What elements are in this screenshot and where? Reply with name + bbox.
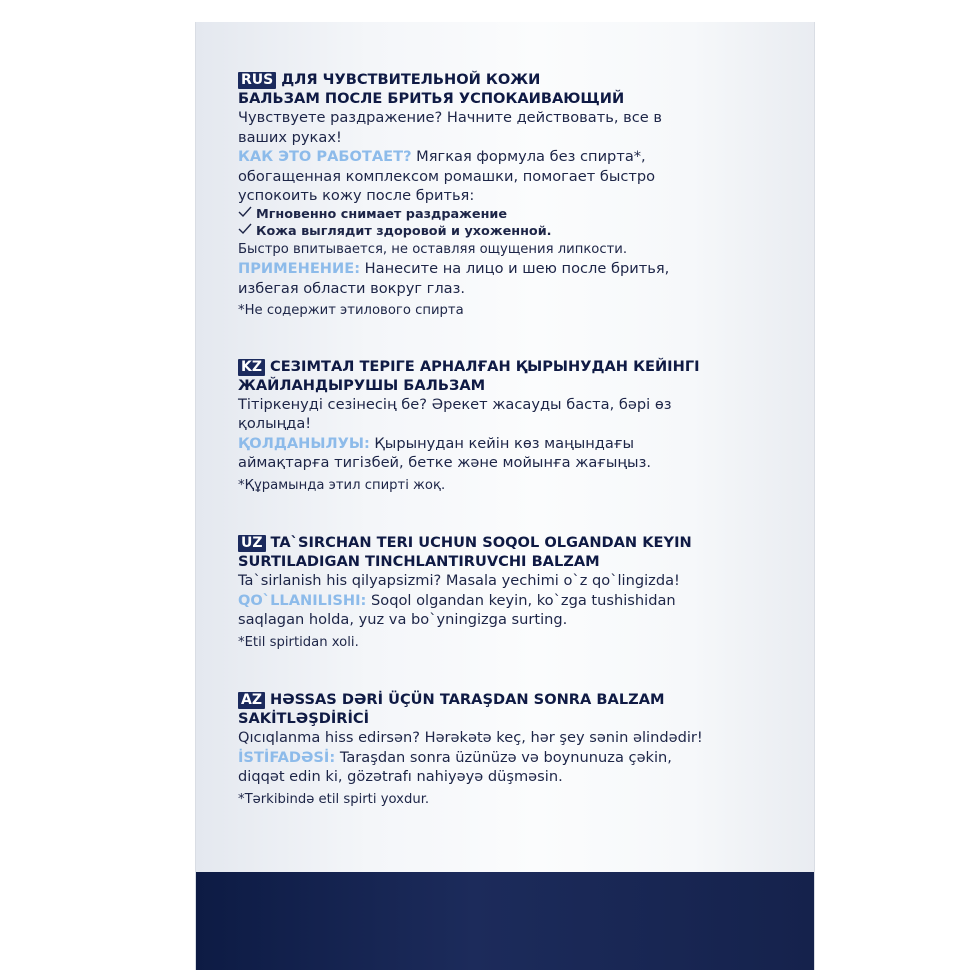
title-line-2: ЖАЙЛАНДЫРУШЫ БАЛЬЗАМ <box>238 376 486 394</box>
title-line-2: SAKİTLƏŞDİRİCİ <box>238 710 370 727</box>
check-text: Кожа выглядит здоровой и ухоженной. <box>256 223 552 239</box>
title-line-2: SURTILADIGAN TINCHLANTIRUVCHI BALZAM <box>238 553 600 570</box>
title-line-2: БАЛЬЗАМ ПОСЛЕ БРИТЬЯ УСПОКАИВАЮЩИЙ <box>238 90 625 107</box>
how-it-works <box>238 147 708 206</box>
intro-text: Ta`sirlanish his qilyapsizmi? Masala yechimi o`z qo`lingizda! <box>238 572 680 589</box>
usage <box>238 591 708 630</box>
absorb-text: Быстро впитывается, не оставляя ощущения липкости. <box>238 241 628 257</box>
language-tag: RUS <box>238 72 276 89</box>
check-item <box>238 223 708 240</box>
title-line-1: HƏSSAS DƏRİ ÜÇÜN TARAŞDAN SONRA BALZAM <box>270 691 665 708</box>
usage-label: ПРИМЕНЕНИЕ: <box>238 260 361 277</box>
title-line-1: ДЛЯ ЧУВСТВИТЕЛЬНОЙ КОЖИ <box>281 71 541 88</box>
usage-text: Soqol olgandan keyin, ko`zga tushishidan saqlagan holda, yuz va bo`yningizga surting. <box>238 591 676 628</box>
usage-label: QO`LLANILISHI: <box>238 591 367 609</box>
section-az <box>238 690 708 809</box>
section-kz <box>238 357 708 496</box>
footnote: *Etil spirtidan xoli. <box>238 634 359 650</box>
usage <box>238 748 708 787</box>
section-header <box>238 70 708 89</box>
section-header <box>238 533 708 552</box>
usage-label: ҚОЛДАНЫЛУЫ: <box>238 434 370 452</box>
usage-text: Нанесите на лицо и шею после бритья, избегая области вокруг глаз. <box>238 260 670 297</box>
language-tag: UZ <box>238 535 266 552</box>
check-text: Мгновенно снимает раздражение <box>256 206 508 222</box>
check-icon <box>238 206 256 223</box>
usage-text: Taraşdan sonra üzünüzə və boynunuza çəkin, diqqət edin ki, gözətrafı nahiyəyə düşməsin. <box>238 748 672 785</box>
section-uz <box>238 533 708 652</box>
section-rus <box>238 70 708 321</box>
how-label: КАК ЭТО РАБОТАЕТ? <box>238 148 412 165</box>
navy-footer-band <box>196 872 814 970</box>
instructions-text <box>238 70 708 839</box>
title-line-1: СЕЗІМТАЛ ТЕРІГЕ АРНАЛҒАН ҚЫРЫНУДАН КЕЙІНГІ <box>270 357 700 375</box>
how-text: Мягкая формула без спирта*, обогащенная комплексом ромашки, помогает быстро успокоить кожу после бритья: <box>238 148 656 204</box>
usage <box>238 259 708 298</box>
usage-text: Қырынудан кейін көз маңындағы аймақтарға тигізбей, бетке және мойынға жағыңыз. <box>238 434 651 471</box>
language-tag: AZ <box>238 692 265 709</box>
title-line-1: TA`SIRCHAN TERI UCHUN SOQOL OLGANDAN KEYIN <box>270 534 692 551</box>
usage-label: İSTİFADƏSİ: <box>238 748 336 766</box>
footnote: *Құрамында этил спирті жоқ. <box>238 477 446 493</box>
intro-text: Чувствуете раздражение? Начните действовать, все в ваших руках! <box>238 109 662 146</box>
language-tag: KZ <box>238 359 265 376</box>
check-icon <box>238 223 256 240</box>
section-header <box>238 357 708 376</box>
usage <box>238 434 708 473</box>
footnote: *Не содержит этилового спирта <box>238 303 464 318</box>
intro-text: Тітіркенуді сезінесің бе? Әрекет жасауды баста, бәрі өз қолыңда! <box>238 395 672 432</box>
section-header <box>238 690 708 709</box>
footnote: *Tərkibində etil spirti yoxdur. <box>238 791 430 807</box>
check-item <box>238 206 708 223</box>
intro-text: Qıcıqlanma hiss edirsən? Hərəkətə keç, hər şey sənin əlindədir! <box>238 729 703 746</box>
